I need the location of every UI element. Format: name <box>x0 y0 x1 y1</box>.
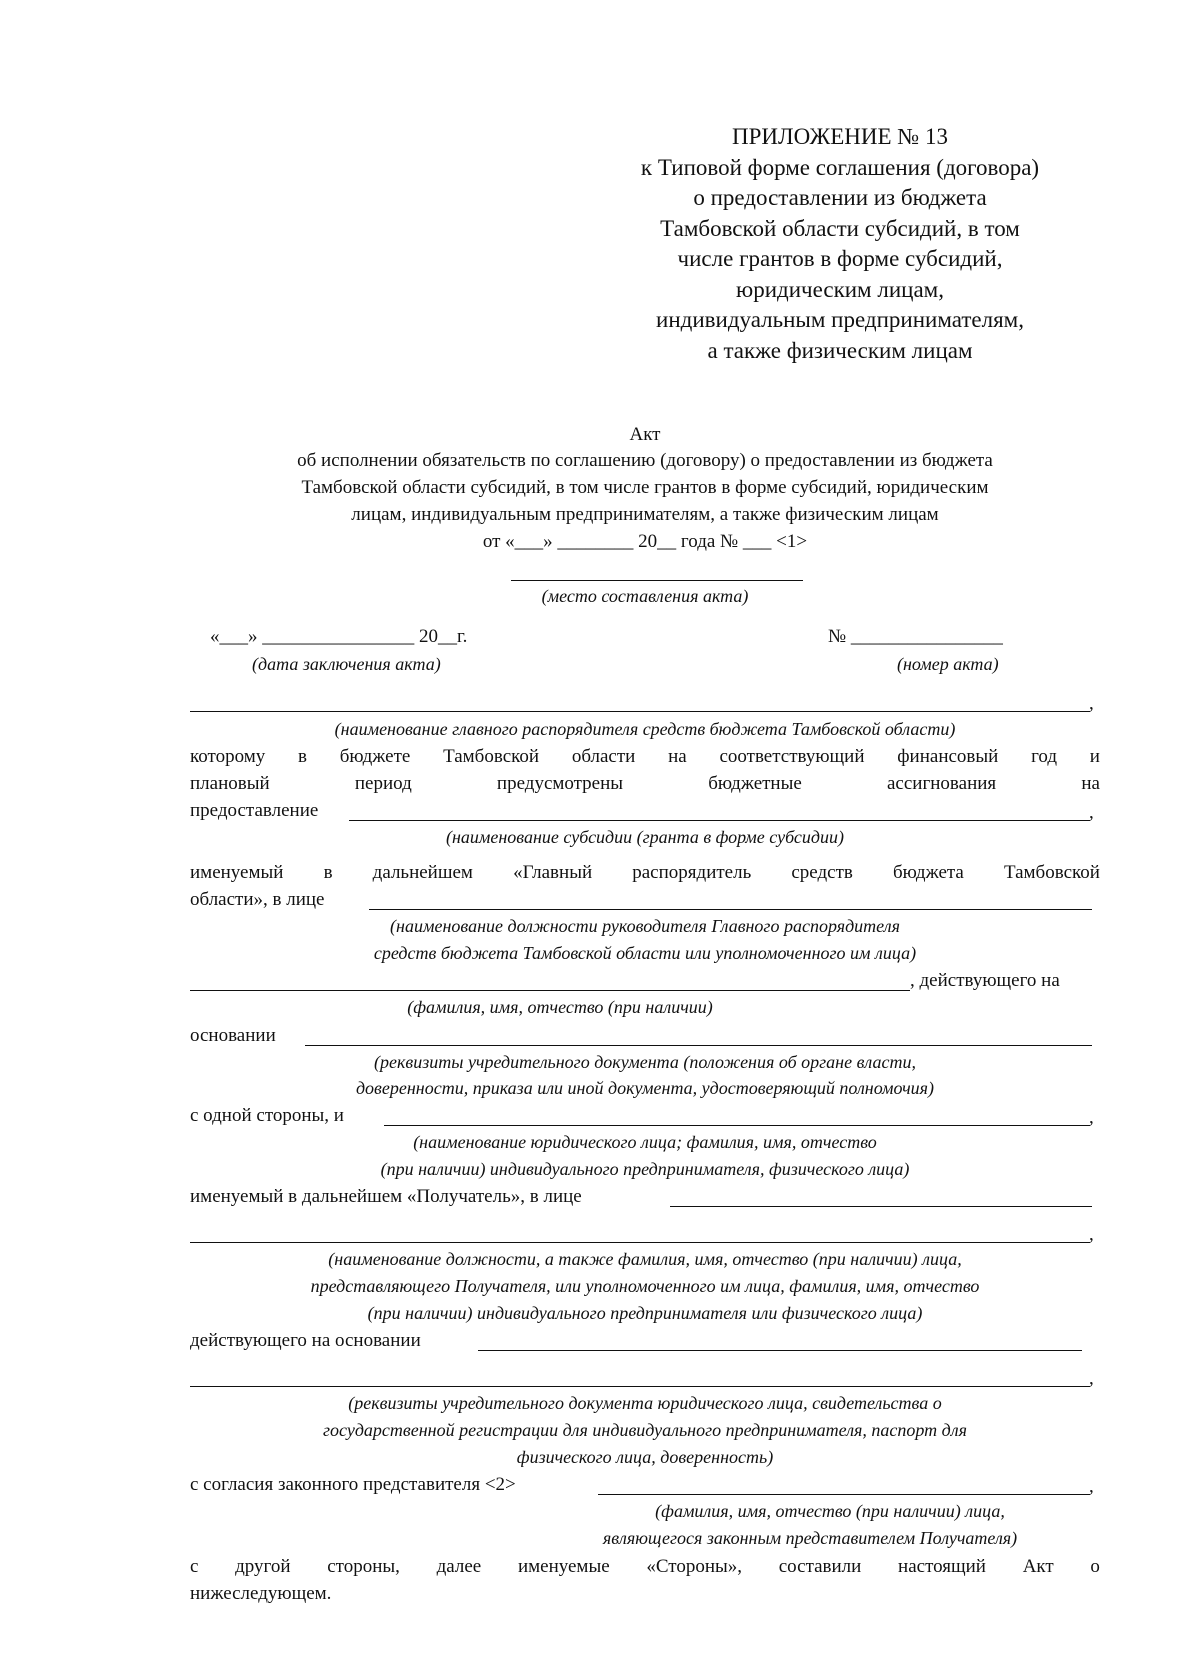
rep-caption-2: представляющего Получателя, или уполномоченного им лица, фамилия, имя, отчество <box>310 1276 980 1296</box>
word: плановый <box>190 773 270 794</box>
place-field-line <box>511 580 803 581</box>
doc-caption-2: государственной регистрации для индивидуального предпринимателя, паспорт для <box>323 1420 967 1440</box>
subsidy-field-line <box>349 820 1090 821</box>
act-title-line-1: об исполнении обязательств по соглашению (договору) о предоставлении из бюджета <box>297 450 993 471</box>
act-title-line-3: лицам, индивидуальным предпринимателям, а также физическим лицам <box>351 504 939 525</box>
comma: , <box>1089 1476 1094 1497</box>
main-manager-field-line <box>190 711 1090 712</box>
word: далее <box>436 1556 482 1577</box>
basis-field-line <box>305 1045 1092 1046</box>
word: о <box>1090 1556 1100 1577</box>
word: ассигнования <box>886 773 997 794</box>
comma: , <box>1089 1224 1094 1245</box>
acting-basis-field-line <box>478 1350 1082 1351</box>
word: соответствующий <box>719 746 865 767</box>
recipient-field-line <box>384 1125 1090 1126</box>
header-line: к Типовой форме соглашения (договора) <box>640 154 1040 180</box>
word: бюджете <box>339 746 411 767</box>
word: именуемые <box>517 1556 610 1577</box>
paragraph-line-1 <box>190 746 1100 768</box>
legal-rep-field-line <box>598 1494 1090 1495</box>
main-manager-caption: (наименование главного распорядителя средств бюджета Тамбовской области) <box>334 719 956 739</box>
acting-basis-label: действующего на основании <box>190 1330 421 1351</box>
header-line: индивидуальным предпринимателям, <box>656 307 1024 332</box>
header-line: Тамбовской области субсидий, в том <box>660 215 1020 241</box>
doc-caption-3: физического лица, доверенность) <box>516 1447 774 1467</box>
recipient-person-field-line <box>670 1206 1092 1207</box>
legal-caption-1: (наименование юридического лица; фамилия, имя, отчество <box>413 1132 877 1152</box>
provision-label: предоставление <box>190 800 319 821</box>
word: финансовый <box>897 746 999 767</box>
word: Акт <box>1022 1556 1054 1577</box>
word: стороны, <box>327 1556 400 1577</box>
in-person-field-line <box>369 909 1092 910</box>
acting-label: , действующего на <box>910 970 1060 991</box>
paragraph-line-4 <box>190 862 1100 884</box>
appendix-header <box>560 122 1120 366</box>
header-line: а также физическим лицам <box>707 337 973 363</box>
number-caption: (номер акта) <box>897 654 999 674</box>
word: другой <box>235 1556 291 1577</box>
rep-caption-3: (при наличии) индивидуального предпринимателя или физического лица) <box>367 1303 923 1323</box>
doc-caption-1: (реквизиты учредительного документа юридического лица, свидетельства о <box>348 1393 942 1413</box>
paragraph-line-2 <box>190 773 1100 795</box>
position-caption-2: средств бюджета Тамбовской области или уполномоченного им лица) <box>373 943 917 963</box>
paragraph-line-13: нижеследующем. <box>190 1583 332 1604</box>
comma: , <box>1089 693 1094 714</box>
header-line: числе грантов в форме субсидий, <box>677 246 1003 271</box>
word: распорядитель <box>632 862 752 883</box>
word: и <box>1089 746 1100 767</box>
requisites-caption-2: доверенности, приказа или иной документа, удостоверяющий полномочия) <box>355 1078 935 1098</box>
in-person-label: области», в лице <box>190 889 325 910</box>
legal-caption-2: (при наличии) индивидуального предпринимателя, физического лица) <box>380 1159 910 1179</box>
word: области <box>571 746 636 767</box>
date-line: «___» ________________ 20__г. <box>210 626 468 647</box>
legal-rep-caption-1: (фамилия, имя, отчество (при наличии) лица, <box>655 1501 1005 1521</box>
word: в <box>297 746 307 767</box>
word: Тамбовской <box>443 746 540 767</box>
comma: , <box>1089 1368 1094 1389</box>
word: дальнейшем <box>372 862 473 883</box>
word: на <box>1081 773 1100 794</box>
act-title-line-2: Тамбовской области субсидий, в том числе грантов в форме субсидий, юридическим <box>301 477 989 498</box>
fio-caption: (фамилия, имя, отчество (при наличии) <box>407 997 713 1017</box>
place-caption: (место составления акта) <box>541 586 749 606</box>
word: бюджета <box>893 862 964 883</box>
word: Тамбовской <box>1003 862 1100 883</box>
act-title-word: Акт <box>629 424 661 445</box>
word: средств <box>791 862 853 883</box>
word: настоящий <box>898 1556 986 1577</box>
legal-rep-caption-2: являющегося законным представителем Получателя) <box>602 1528 1018 1548</box>
fio-field-line <box>190 990 910 991</box>
number-line: № ________________ <box>828 626 1003 647</box>
recipient-label: именуемый в дальнейшем «Получатель», в лице <box>190 1186 582 1207</box>
word: именуемый <box>190 862 284 883</box>
word: которому <box>190 746 266 767</box>
word: год <box>1031 746 1058 767</box>
requisites-caption-1: (реквизиты учредительного документа (положения об органе власти, <box>374 1052 916 1072</box>
date-caption: (дата заключения акта) <box>252 654 441 674</box>
subsidy-caption: (наименование субсидии (гранта в форме субсидии) <box>445 827 845 847</box>
document-field-line <box>190 1386 1090 1387</box>
paragraph-line-12 <box>190 1556 1100 1578</box>
position-caption-1: (наименование должности руководителя Главного распорядителя <box>390 916 900 936</box>
legal-rep-label: с согласия законного представителя <2> <box>190 1474 516 1495</box>
header-line: ПРИЛОЖЕНИЕ № 13 <box>731 124 949 149</box>
word: «Стороны», <box>646 1556 743 1577</box>
word: составили <box>778 1556 862 1577</box>
word: с <box>190 1556 199 1577</box>
comma: , <box>1089 1107 1094 1128</box>
word: в <box>323 862 333 883</box>
word: на <box>668 746 687 767</box>
act-title-line-4: от «___» ________ 20__ года № ___ <1> <box>482 531 808 552</box>
one-side-label: с одной стороны, и <box>190 1105 344 1126</box>
word: период <box>354 773 412 794</box>
basis-label: основании <box>190 1025 276 1046</box>
header-line: юридическим лицам, <box>736 276 944 302</box>
comma: , <box>1089 802 1094 823</box>
word: предусмотрены <box>496 773 624 794</box>
word: «Главный <box>513 862 593 883</box>
rep-caption-1: (наименование должности, а также фамилия, имя, отчество (при наличии) лица, <box>328 1249 962 1269</box>
representative-field-line <box>190 1242 1090 1243</box>
header-line: о предоставлении из бюджета <box>693 185 987 210</box>
word: бюджетные <box>708 773 802 794</box>
